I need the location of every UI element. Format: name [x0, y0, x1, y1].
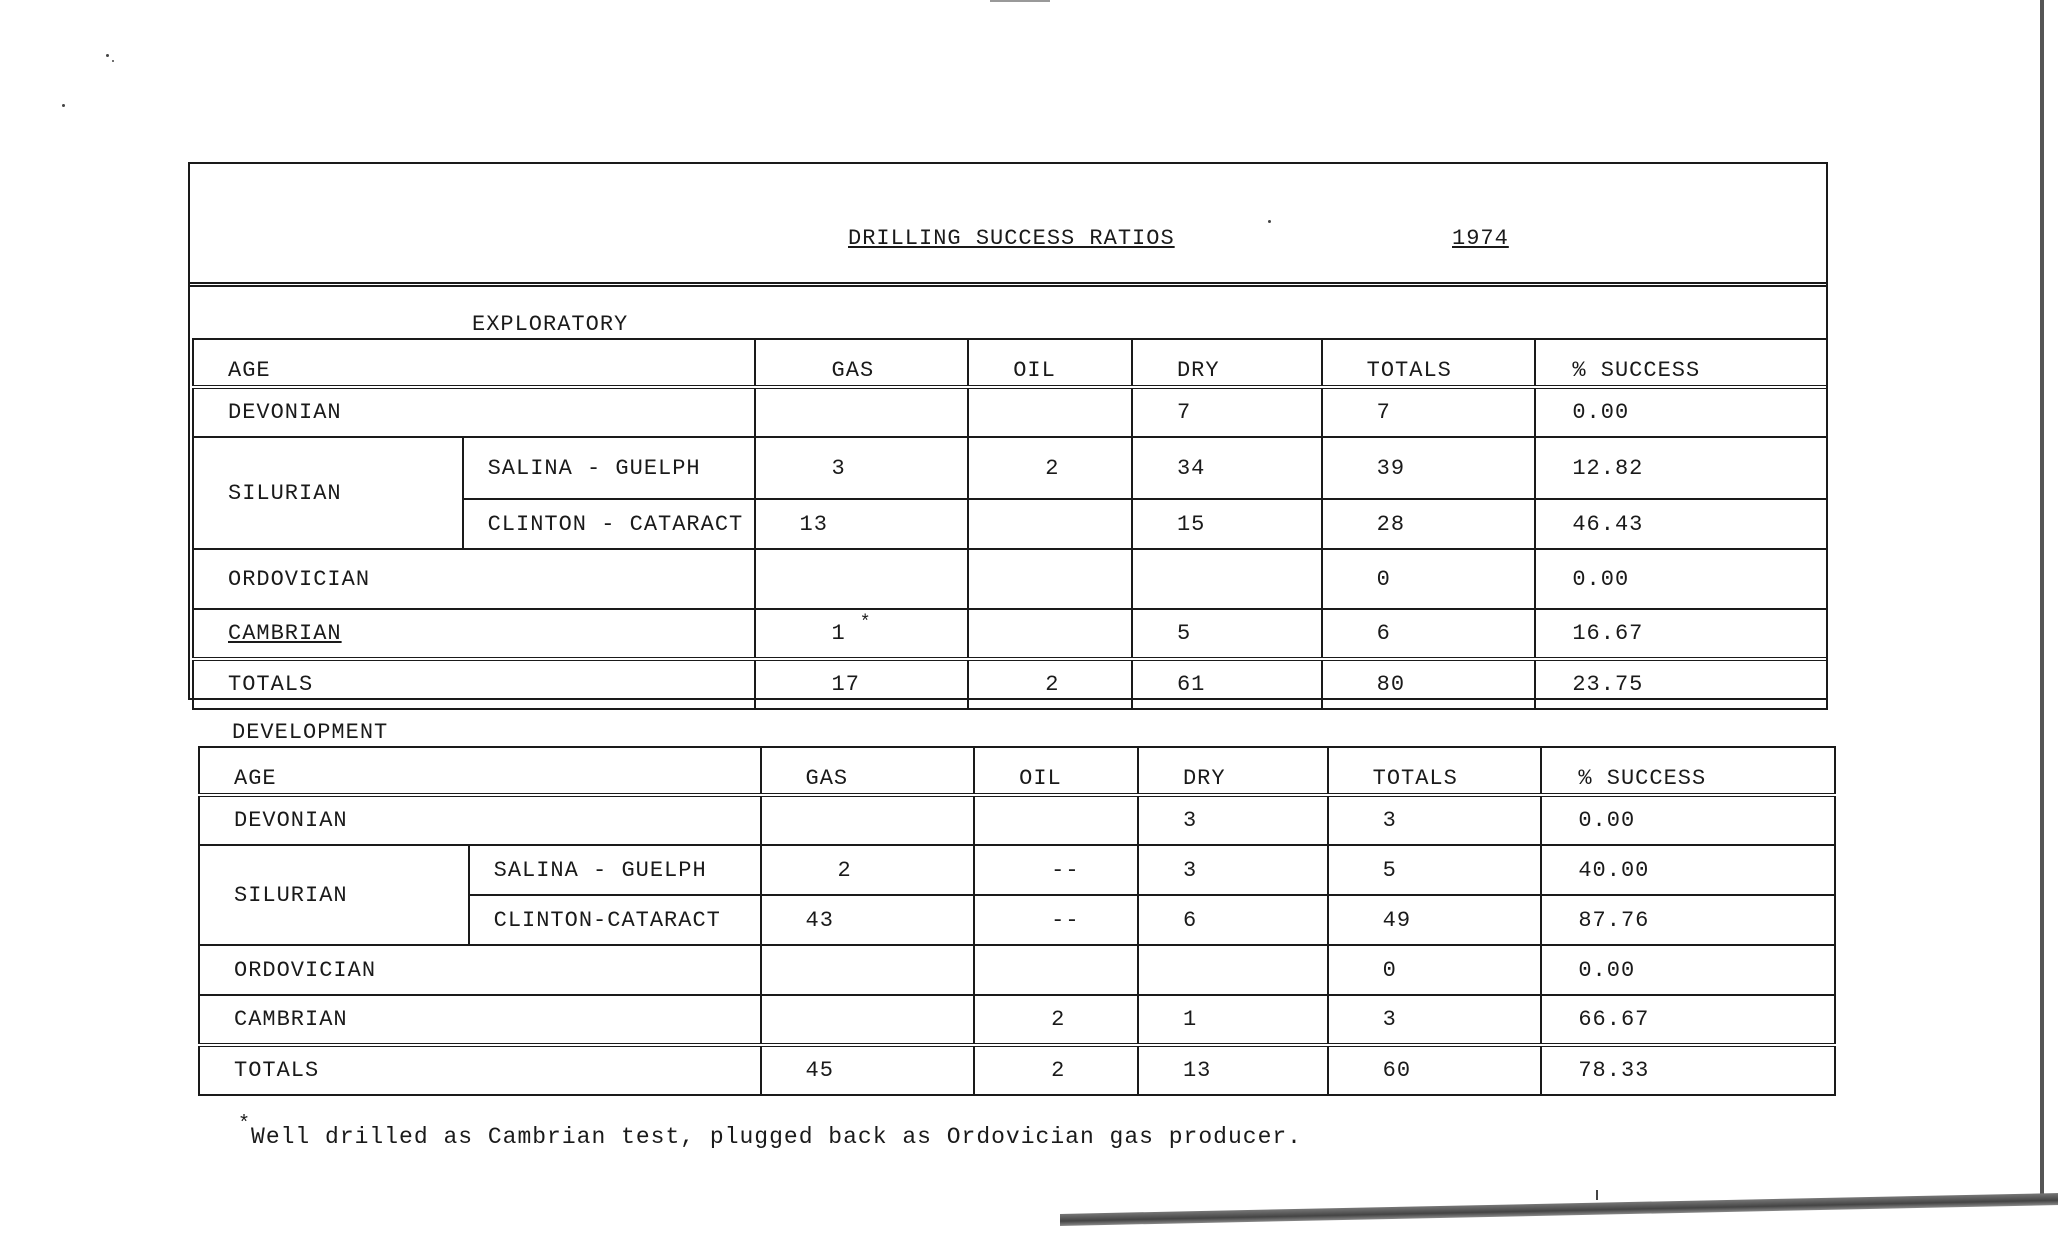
scan-edge-shadow — [1060, 1193, 2058, 1226]
oil-cell — [968, 609, 1132, 659]
table-row — [193, 437, 1827, 499]
age-cell: ORDOVICIAN — [193, 549, 755, 609]
totals-cell: 60 — [1328, 1045, 1542, 1095]
age-cell: SILURIAN — [193, 437, 463, 549]
age-cell: TOTALS — [193, 659, 755, 709]
oil-cell — [968, 549, 1132, 609]
age-cell: CAMBRIAN — [199, 995, 761, 1045]
dry-cell: 34 — [1132, 437, 1322, 499]
totals-cell: 0 — [1328, 945, 1542, 995]
gas-cell — [761, 995, 975, 1045]
oil-cell: 2 — [974, 1045, 1138, 1095]
table-row — [193, 609, 1827, 659]
totals-cell: 49 — [1328, 895, 1542, 945]
totals-cell: 3 — [1328, 995, 1542, 1045]
table-header-row — [199, 747, 1835, 795]
success-cell: 40.00 — [1541, 845, 1835, 895]
header-age: AGE — [199, 747, 761, 795]
footnote-marker: * — [238, 1113, 252, 1136]
dry-cell: 13 — [1138, 1045, 1328, 1095]
age-cell: ORDOVICIAN — [199, 945, 761, 995]
age-cell: TOTALS — [199, 1045, 761, 1095]
footnote-marker: * — [859, 613, 872, 633]
oil-cell — [974, 945, 1138, 995]
exploratory-table — [192, 338, 1828, 710]
footnote — [238, 1113, 1302, 1150]
header-totals: TOTALS — [1328, 747, 1542, 795]
table-row — [199, 995, 1835, 1045]
scan-speck — [62, 104, 65, 107]
header-success: % SUCCESS — [1535, 339, 1827, 387]
sub-age-cell: CLINTON-CATARACT — [469, 895, 761, 945]
oil-cell: 2 — [974, 995, 1138, 1045]
table-header-row — [193, 339, 1827, 387]
gas-cell: 43 — [761, 895, 975, 945]
gas-cell — [755, 387, 969, 437]
gas-cell: 13 — [755, 499, 969, 549]
totals-cell: 0 — [1322, 549, 1536, 609]
table-row — [199, 945, 1835, 995]
dry-cell: 1 — [1138, 995, 1328, 1045]
table-row — [199, 795, 1835, 845]
totals-cell: 6 — [1322, 609, 1536, 659]
dry-cell: 5 — [1132, 609, 1322, 659]
success-cell: 0.00 — [1535, 387, 1827, 437]
table-totals-row — [199, 1045, 1835, 1095]
scan-edge-shadow — [2040, 0, 2044, 1200]
table-totals-row — [193, 659, 1827, 709]
oil-cell: -- — [974, 895, 1138, 945]
sub-age-cell: SALINA - GUELPH — [469, 845, 761, 895]
document-year: 1974 — [1452, 226, 1509, 251]
dry-cell — [1138, 945, 1328, 995]
oil-cell — [968, 387, 1132, 437]
header-dry: DRY — [1138, 747, 1328, 795]
scan-speck — [112, 60, 114, 62]
oil-cell — [968, 499, 1132, 549]
success-cell: 0.00 — [1535, 549, 1827, 609]
dry-cell: 3 — [1138, 845, 1328, 895]
gas-cell: 2 — [761, 845, 975, 895]
oil-cell: 2 — [968, 659, 1132, 709]
development-label: DEVELOPMENT — [232, 720, 389, 745]
success-cell: 66.67 — [1541, 995, 1835, 1045]
dry-cell: 6 — [1138, 895, 1328, 945]
sub-age-cell: SALINA - GUELPH — [463, 437, 755, 499]
footnote-text: Well drilled as Cambrian test, plugged back as Ordovician gas producer. — [251, 1124, 1302, 1150]
header-gas: GAS — [755, 339, 969, 387]
gas-cell — [761, 795, 975, 845]
success-cell: 12.82 — [1535, 437, 1827, 499]
scan-mark — [990, 0, 1050, 2]
header-oil: OIL — [974, 747, 1138, 795]
gas-cell: 3 — [755, 437, 969, 499]
dry-cell: 15 — [1132, 499, 1322, 549]
age-cell: DEVONIAN — [193, 387, 755, 437]
success-cell: 16.67 — [1535, 609, 1827, 659]
totals-cell: 39 — [1322, 437, 1536, 499]
gas-value: 1 — [831, 621, 846, 646]
success-cell: 87.76 — [1541, 895, 1835, 945]
totals-cell: 28 — [1322, 499, 1536, 549]
totals-cell: 7 — [1322, 387, 1536, 437]
sub-age-cell: CLINTON - CATARACT — [463, 499, 755, 549]
gas-cell — [755, 609, 969, 659]
age-cell: SILURIAN — [199, 845, 469, 945]
table-row — [193, 387, 1827, 437]
header-totals: TOTALS — [1322, 339, 1536, 387]
success-cell: 0.00 — [1541, 795, 1835, 845]
gas-cell: 17 — [755, 659, 969, 709]
totals-cell: 5 — [1328, 845, 1542, 895]
success-cell: 78.33 — [1541, 1045, 1835, 1095]
scan-speck — [1596, 1190, 1598, 1200]
success-cell: 23.75 — [1535, 659, 1827, 709]
gas-cell — [755, 549, 969, 609]
gas-cell: 45 — [761, 1045, 975, 1095]
dry-cell — [1132, 549, 1322, 609]
header-oil: OIL — [968, 339, 1132, 387]
dry-cell: 3 — [1138, 795, 1328, 845]
success-cell: 46.43 — [1535, 499, 1827, 549]
dry-cell: 61 — [1132, 659, 1322, 709]
gas-cell — [761, 945, 975, 995]
age-cell: DEVONIAN — [199, 795, 761, 845]
oil-cell: -- — [974, 845, 1138, 895]
exploratory-label: EXPLORATORY — [472, 312, 629, 337]
totals-cell: 80 — [1322, 659, 1536, 709]
table-row — [193, 549, 1827, 609]
oil-cell — [974, 795, 1138, 845]
development-table — [198, 746, 1836, 1096]
header-age: AGE — [193, 339, 755, 387]
dry-cell: 7 — [1132, 387, 1322, 437]
table-row — [199, 845, 1835, 895]
age-cell: CAMBRIAN — [193, 609, 755, 659]
header-success: % SUCCESS — [1541, 747, 1835, 795]
header-gas: GAS — [761, 747, 975, 795]
success-cell: 0.00 — [1541, 945, 1835, 995]
title-row — [190, 164, 1826, 287]
document-title: DRILLING SUCCESS RATIOS — [848, 226, 1175, 251]
header-dry: DRY — [1132, 339, 1322, 387]
scan-speck — [106, 54, 109, 57]
oil-cell: 2 — [968, 437, 1132, 499]
totals-cell: 3 — [1328, 795, 1542, 845]
